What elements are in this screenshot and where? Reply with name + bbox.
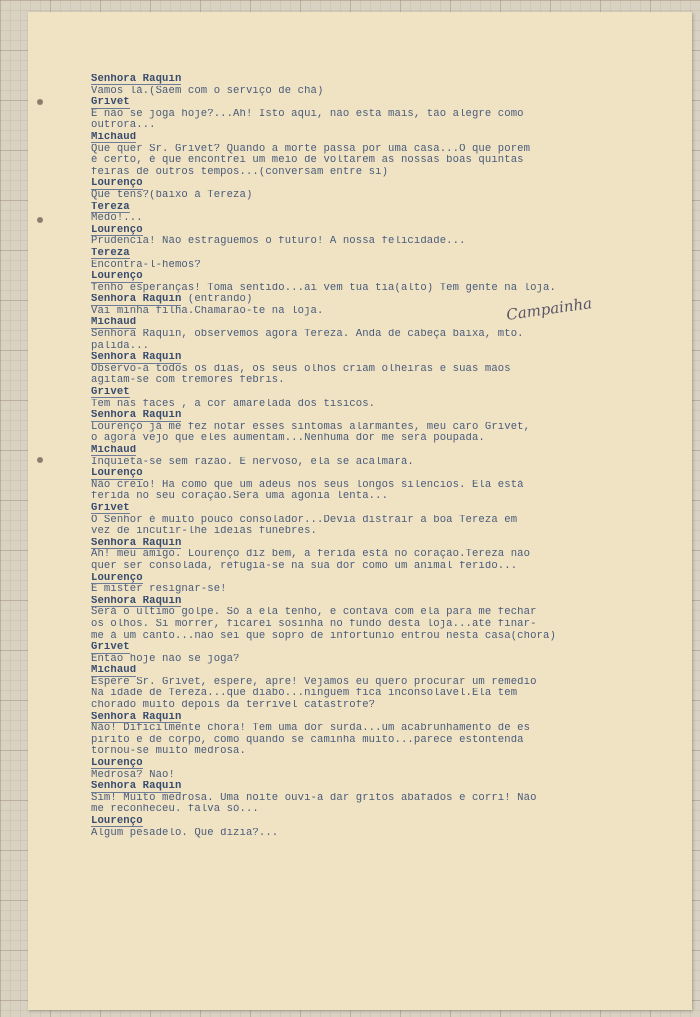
speaker-name: Grivet [91,642,130,654]
dialogue-line: Sim! Muito medrosa. Uma noite ouvi-a dar gritos abafados e corri! Não [91,792,537,804]
speaker-name: Grivet [91,502,130,514]
dialogue-line: Não! Dificilmente chora! Tem uma dor surda...um acabrunhamento de es [91,723,531,735]
dialogue-line: me á um canto...não sei que sopro de infortunio entrou nesta casa(chora) [91,630,556,642]
dialogue-line: Tem nas faces , a cor amarelada dos tisicos. [91,398,376,410]
dialogue-line: Vamos lá.(Saem com o serviço de chá) [91,85,324,97]
speaker-name: Grivet [91,97,130,109]
dialogue-line: feiras de outros tempos...(conversam entre si) [91,166,389,178]
dialogue-line: tornou-se muito medrosa. [91,746,246,758]
speaker-name: Lourenço [91,178,143,190]
dialogue-line: Tenho esperanças! Toma sentido...ai vem tua tia(alto) Tem gente na loja. [91,282,556,294]
dialogue-line: Então hoje não se joga? [91,653,240,665]
speaker-line [91,503,661,515]
dialogue-line: vez de incutir-lhe ideias funebres. [91,526,318,538]
speaker-line [91,97,661,109]
dialogue-line: É mister resignar-se! [91,584,227,596]
speaker-line [91,712,661,724]
speaker-line [91,202,661,214]
speaker-line [91,410,661,422]
dialogue-line: Será o ultimo golpe. Só a ela tenho, e contava com ela para me fechar [91,607,537,619]
handwritten-note: Campainha [505,294,594,324]
speaker-name: Senhora Raquin [91,352,182,364]
dialogue-line: Prudencia! Não estraguemos o futuro! A nossa felicidade... [91,236,466,248]
speaker-line [91,74,661,86]
dialogue-line: quer ser consolada, refugia-se na sua dor como um animal ferido... [91,560,518,572]
speaker-line [91,248,661,260]
speaker-name: Michaud [91,665,137,677]
dialogue-line: Observo-a todos os dias, os seus olhos criam olheiras e suas mãos [91,363,511,375]
dialogue-line: outrora... [91,120,156,132]
speaker-name: Lourenço [91,224,143,236]
speaker-name: Senhora Raquin [91,781,182,793]
dialogue-line: Inquieta-se sem razão. É nervoso, ela se acalmará. [91,456,414,468]
speaker-name: Senhora Raquin [91,294,182,306]
speaker-line [91,445,661,457]
dialogue-line: Que tens?(baixo á Tereza) [91,189,253,201]
speaker-name: Michaud [91,131,137,143]
speaker-name: Senhora Raquin [91,410,182,422]
speaker-line [91,132,661,144]
dialogue-line: Que quer Sr. Grivet? Quando a morte passa por uma casa...O que porem [91,143,531,155]
dialogue-line: os olhos. Si morrer, ficarei sosinha no fundo desta loja...até finar- [91,618,537,630]
dialogue-line: me reconheceu. falva só... [91,804,259,816]
speaker-line [91,816,661,828]
speaker-name: Senhora Raquin [91,711,182,723]
dialogue-line: Ah! meu amigo. Lourenço diz bem, a ferida está no coração.Tereza não [91,549,531,561]
dialogue-line: E não se joga hoje?...Ah! Isto aqui, não esta mais, tão alegre como [91,108,524,120]
speaker-line [91,596,661,608]
speaker-line [91,178,661,190]
speaker-name: Michaud [91,317,137,329]
speaker-line [91,352,661,364]
stage-direction: (entrando) [181,294,253,306]
speaker-name: Lourenço [91,468,143,480]
speaker-line [91,665,661,677]
dialogue-line: Não creio! Ha como que um adeus nos seus longos silencios. Ela está [91,479,524,491]
dialogue-line: palida... [91,340,150,352]
speaker-line [91,294,661,306]
dialogue-line: chorado muito depois da terrivel catastrofe? [91,700,376,712]
speaker-line [91,758,661,770]
speaker-line [91,468,661,480]
dialogue-line: Vai minha filha.Chamarão-te na loja. [91,305,324,317]
speaker-name: Senhora Raquin [91,595,182,607]
speaker-name: Lourenço [91,572,143,584]
speaker-name: Tereza [91,201,130,213]
dialogue-line: Algum pesadelo. Que dizia?... [91,827,279,839]
dialogue-line: Medo!... [91,213,143,225]
speaker-line [91,317,661,329]
dialogue-line: é certo, é que encontrei um meio de voltarem as nossas boas quintas [91,155,524,167]
speaker-name: Michaud [91,445,137,456]
dialogue-line: Na idade de Tereza...que diabo...ninguem fica inconsolavel.Ela tem [91,688,518,700]
speaker-name: Grivet [91,387,130,399]
speaker-name: Lourenço [91,758,143,770]
script-body [91,74,661,839]
dialogue-line: O Senhor é muito pouco consolador...Devia distrair a boa Tereza em [91,514,518,526]
speaker-line [91,225,661,237]
dialogue-line: Encontra-l-hemos? [91,259,201,271]
speaker-name: Senhora Raquin [91,537,182,549]
speaker-name: Tereza [91,247,130,259]
speaker-name: Lourenço [91,271,143,283]
speaker-line [91,573,661,585]
dialogue-line: ferida no seu coração.Sera uma agonia lenta... [91,491,389,503]
speaker-line [91,781,661,793]
speaker-line [91,538,661,550]
dialogue-line: Senhora Raquin, observemos agora Tereza. Anda de cabeça baixa, mto. [91,329,524,341]
speaker-name: Senhora Raquin [91,74,182,85]
dialogue-line: Espere Sr. Grivet, espere, apre! Vejamos eu quero procurar um remedio [91,676,537,688]
speaker-line [91,271,661,283]
punch-hole [37,457,43,463]
punch-hole [37,99,43,105]
speaker-line [91,642,661,654]
dialogue-line: agitam-se com tremores febris. [91,375,285,387]
dialogue-line: o agora vejo que eles aumentam...Nenhuma dor me será poupada. [91,433,485,445]
dialogue-line: Medrosa? Não! [91,769,175,781]
dialogue-line: pirito e de corpo, como quando se caminha muito...parece estontenda [91,734,524,746]
speaker-line [91,387,661,399]
punch-hole [37,217,43,223]
dialogue-line: Lourenço já me fez notar esses sintomas alarmantes, meu caro Grivet, [91,421,531,433]
speaker-name: Lourenço [91,816,143,827]
